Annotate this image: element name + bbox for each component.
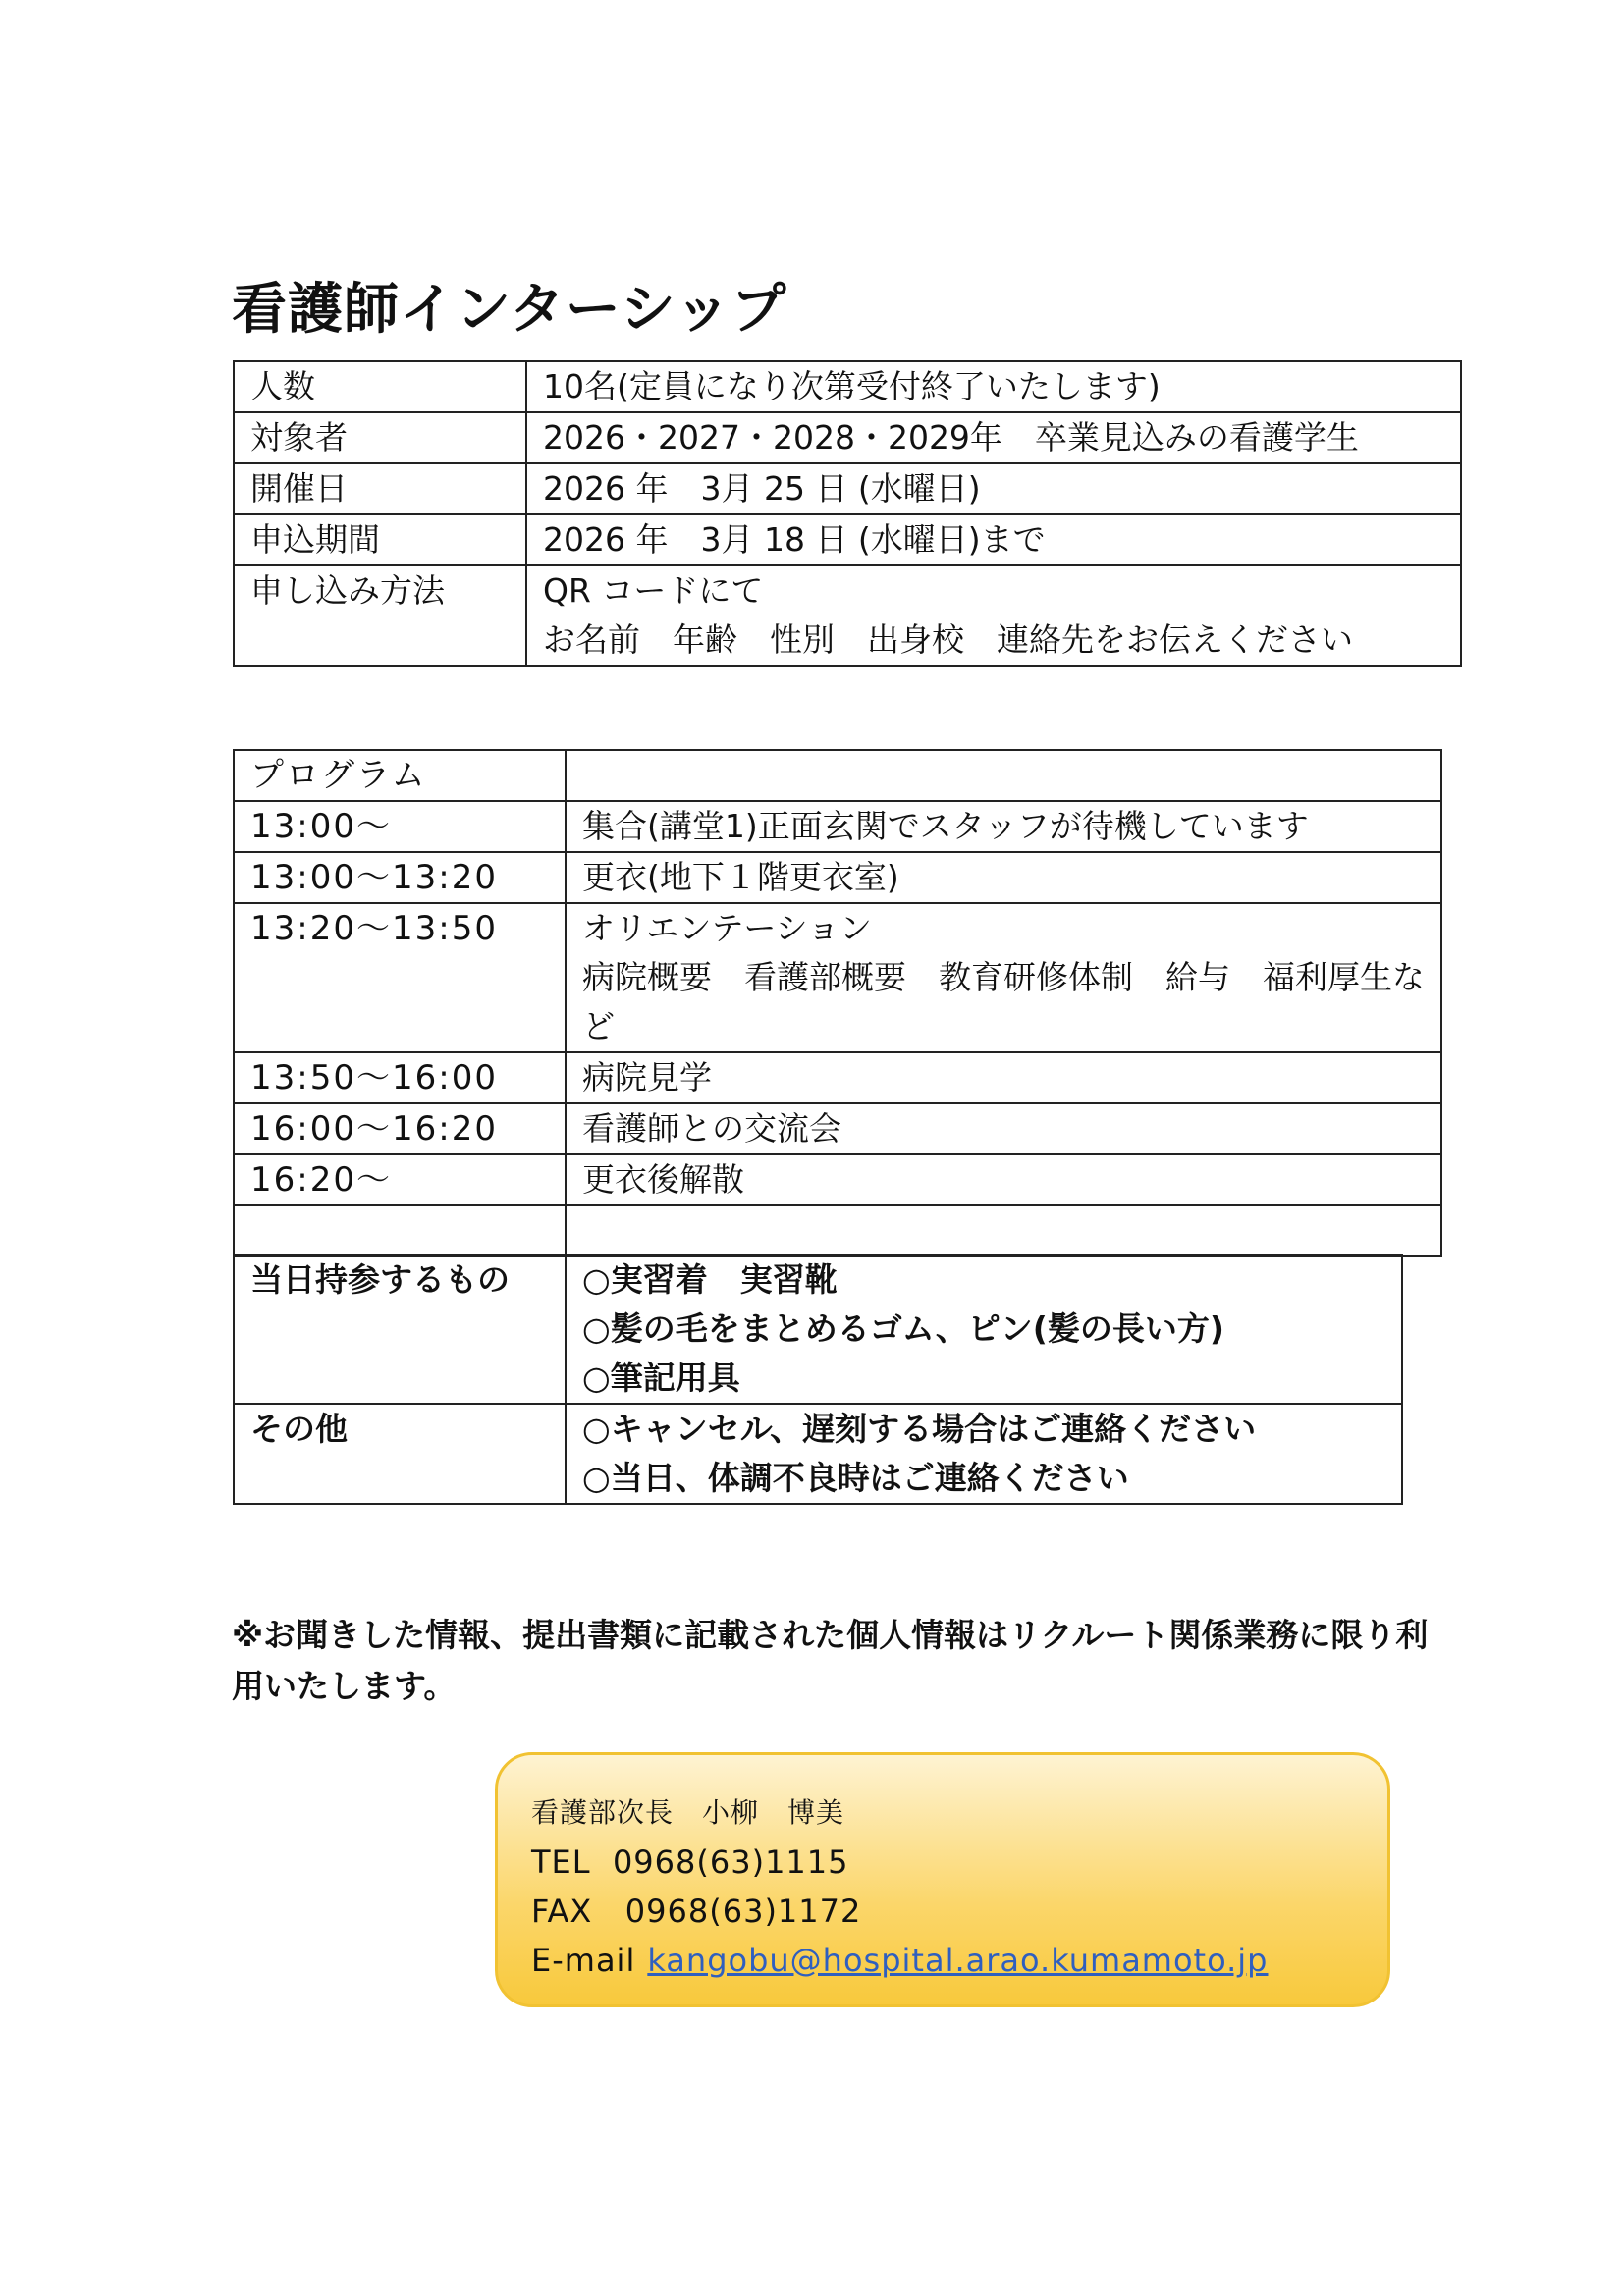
program-time <box>234 1154 566 1205</box>
table-row <box>234 1404 1402 1504</box>
program-time <box>234 1103 566 1154</box>
program-desc <box>566 852 1441 903</box>
bring-items <box>566 1404 1402 1504</box>
info-label <box>234 361 526 412</box>
bring-items-line: ○キャンセル、遅刻する場合はご連絡ください <box>582 1410 1257 1448</box>
program-desc <box>566 801 1441 852</box>
program-desc-line: 看護師との交流会 <box>582 1109 841 1148</box>
program-time-text: 13:00〜13:20 <box>250 858 498 897</box>
program-table <box>233 749 1442 1257</box>
bring-items <box>566 1255 1402 1404</box>
program-time <box>234 903 566 1052</box>
info-table <box>233 360 1462 667</box>
info-label-text: 申し込み方法 <box>250 571 445 610</box>
email-link[interactable]: kangobu@hospital.arao.kumamoto.jp <box>647 1942 1269 1979</box>
info-label-text: 開催日 <box>250 469 348 507</box>
info-label-text: 対象者 <box>250 418 348 456</box>
info-value <box>526 514 1461 565</box>
table-row <box>234 412 1461 463</box>
info-value-line: 2026・2027・2028・2029年 卒業見込みの看護学生 <box>543 418 1359 456</box>
program-desc <box>566 1154 1441 1205</box>
bring-label-text: その他 <box>250 1410 348 1448</box>
program-time <box>234 801 566 852</box>
table-row <box>234 1103 1441 1154</box>
info-value <box>526 565 1461 666</box>
bring-items-line: ○筆記用具 <box>582 1359 740 1397</box>
info-value-line: QR コードにて <box>543 571 764 610</box>
program-header <box>234 750 566 801</box>
info-value-line: 2026 年 3月 18 日 (水曜日)まで <box>543 520 1046 559</box>
program-desc-line: オリエンテーション <box>582 909 873 947</box>
info-value-line: お名前 年齢 性別 出身校 連絡先をお伝えください <box>543 620 1353 659</box>
program-desc-line <box>582 1206 1425 1255</box>
bring-label <box>234 1404 566 1504</box>
bring-items-line: ○髪の毛をまとめるゴム、ピン(髪の長い方) <box>582 1309 1224 1348</box>
info-value <box>526 361 1461 412</box>
contact-name: 看護部次長 小柳 博美 <box>531 1796 845 1829</box>
info-label <box>234 514 526 565</box>
program-desc-line: 集合(講堂1)正面玄関でスタッフが待機しています <box>582 807 1309 845</box>
program-time-text: 13:20〜13:50 <box>250 909 498 948</box>
contact-tel <box>531 1838 1354 1887</box>
info-value-line: 10名(定員になり次第受付終了いたします) <box>543 367 1161 405</box>
info-value-line: 2026 年 3月 25 日 (水曜日) <box>543 469 981 507</box>
program-desc <box>566 903 1441 1052</box>
table-row <box>234 852 1441 903</box>
program-desc <box>566 1052 1441 1103</box>
program-desc <box>566 1103 1441 1154</box>
privacy-note: ※お聞きした情報、提出書類に記載された個人情報はリクルート関係業務に限り利用いたします。 <box>232 1616 1429 1705</box>
table-row <box>234 514 1461 565</box>
program-header-empty <box>566 750 1441 801</box>
belongings-table <box>233 1254 1403 1505</box>
info-label <box>234 565 526 666</box>
program-time-text: 16:00〜16:20 <box>250 1109 498 1148</box>
info-value <box>526 412 1461 463</box>
contact-email <box>531 1936 1354 1985</box>
table-row <box>234 463 1461 514</box>
program-time <box>234 1205 566 1256</box>
info-label <box>234 412 526 463</box>
fax-number: 0968(63)1172 <box>624 1893 862 1930</box>
contact-box <box>495 1752 1390 2007</box>
bring-label <box>234 1255 566 1404</box>
bring-items-line: ○実習着 実習靴 <box>582 1260 838 1299</box>
table-row <box>234 1052 1441 1103</box>
program-time-text: 13:50〜16:00 <box>250 1058 498 1097</box>
info-label-text: 申込期間 <box>250 520 380 559</box>
table-row <box>234 565 1461 666</box>
program-time <box>234 852 566 903</box>
program-time <box>234 1052 566 1103</box>
tel-number: 0968(63)1115 <box>612 1843 849 1881</box>
program-desc-line: 病院見学 <box>582 1058 712 1096</box>
program-desc-line: 更衣後解散 <box>582 1160 744 1199</box>
info-label <box>234 463 526 514</box>
table-row <box>234 1205 1441 1256</box>
page-title: 看護師インターシップ <box>232 278 787 342</box>
email-label: E-mail <box>531 1942 636 1979</box>
table-row <box>234 361 1461 412</box>
program-time-text <box>250 1206 549 1255</box>
program-header-text: プログラム <box>250 756 427 795</box>
table-row <box>234 1255 1402 1404</box>
program-time-text: 13:00〜 <box>250 807 392 846</box>
table-row <box>234 801 1441 852</box>
program-time-text: 16:20〜 <box>250 1160 392 1200</box>
bring-label-text: 当日持参するもの <box>250 1260 510 1299</box>
tel-label: TEL <box>531 1843 591 1881</box>
bring-items-line: ○当日、体調不良時はご連絡ください <box>582 1459 1129 1497</box>
info-label-text: 人数 <box>250 367 315 405</box>
table-row <box>234 1154 1441 1205</box>
program-desc <box>566 1205 1441 1256</box>
table-row <box>234 903 1441 1052</box>
program-desc-line: 更衣(地下１階更衣室) <box>582 858 899 896</box>
contact-fax <box>531 1887 1354 1936</box>
program-header-row <box>234 750 1441 801</box>
info-value <box>526 463 1461 514</box>
program-desc-line: 病院概要 看護部概要 教育研修体制 給与 福利厚生など <box>582 958 1425 1045</box>
fax-label: FAX <box>531 1893 593 1930</box>
